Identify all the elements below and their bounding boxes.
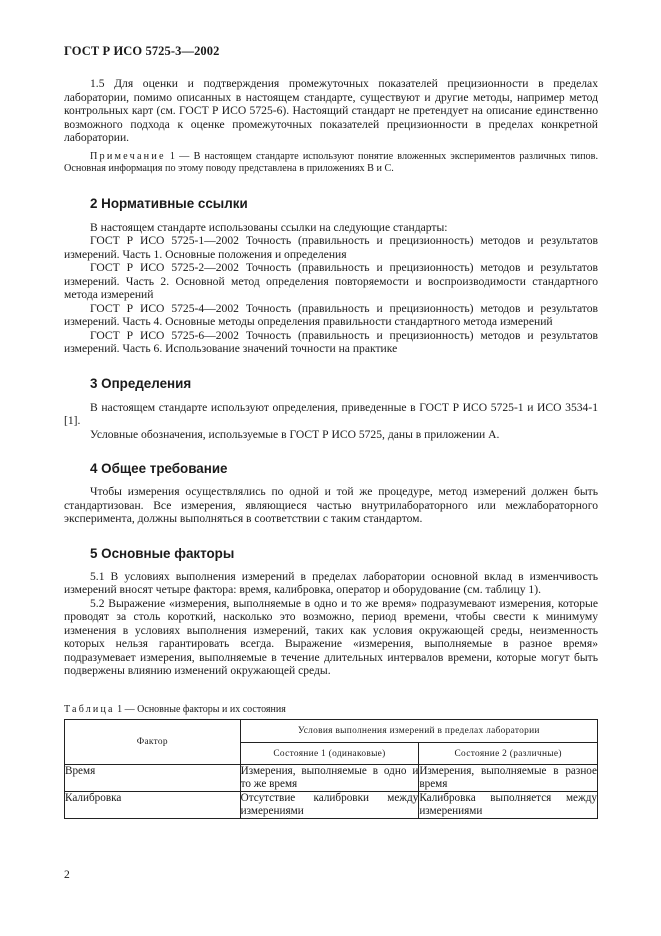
note-1 [64,151,598,175]
column-header-group: Условия выполнения измерений в пределах лаборатории [240,720,597,743]
section-2-intro: В настоящем стандарте использованы ссылки на следующие стандарты: [90,220,448,234]
table-row [65,765,598,792]
table-row [65,792,598,819]
section-2-heading: 2 Нормативные ссылки [90,195,248,211]
factor-cell: Калибровка [65,792,241,819]
state-2-cell: Измерения, выполняемые в разное время [419,765,597,790]
reference-item: ГОСТ Р ИСО 5725-2—2002 Точность (правильность и прецизионность) методов и результатов измерений. Часть 2. Основной метод определения повторяемости и воспроизводимости стандартного метода измерений [64,261,598,301]
section-4-heading: 4 Общее требование [90,461,228,476]
section-4-paragraph: Чтобы измерения осуществлялись по одной и той же процедуре, метод измерений должен быть стандартизован. Все измерения, являющиеся частью внутрилабораторного или межлабораторного эксперимента, должны выполняться в соответствии с таким стандартом. [64,485,598,525]
document-header: ГОСТ Р ИСО 5725-3—2002 [64,44,220,58]
reference-item: ГОСТ Р ИСО 5725-6—2002 Точность (правильность и прецизионность) методов и результатов измерений. Часть 6. Использование значений точности на практике [64,328,598,355]
factor-cell: Время [65,765,241,792]
column-header-factor: Фактор [65,720,241,765]
paragraph-1-5: 1.5 Для оценки и подтверждения промежуточных показателей прецизионности в пределах лаборатории, помимо описанных в настоящем стандарте, существуют и другие методы, например метод контрольных карт (см. ГОСТ Р ИСО 5725-6). Настоящий стандарт не претендует на описание единственно возможного подхода к оценке промежуточных показателей прецизионности в пределах конкретной лаборатории. [64,77,598,144]
paragraph-5-1: 5.1 В условиях выполнения измерений в пределах лаборатории основной вклад в изменчивость измерений вносят четыре фактора: время, калибровка, оператор и оборудование (см. таблицу 1). [64,569,598,596]
page-number: 2 [64,868,70,881]
table-caption-label: Таблица [64,704,115,715]
column-header-state-1: Состояние 1 (одинаковые) [240,743,419,765]
reference-item: ГОСТ Р ИСО 5725-1—2002 Точность (правильность и прецизионность) методов и результатов измерений. Часть 1. Основные положения и определения [64,234,598,261]
state-2-cell: Калибровка выполняется между измерениями [419,792,597,817]
table-caption-text: 1 — Основные факторы и их состояния [114,704,286,715]
document-body [64,77,598,678]
section-5-heading: 5 Основные факторы [90,545,235,561]
table-1-caption [64,704,286,716]
factors-table [64,719,598,819]
note-label: Примечание [90,150,166,162]
state-1-cell: Отсутствие калибровки между измерениями [240,792,419,817]
reference-item: ГОСТ Р ИСО 5725-4—2002 Точность (правильность и прецизионность) методов и результатов измерений. Часть 4. Основные методы определения правильности стандартного метода измерений [64,301,598,328]
paragraph-5-2: 5.2 Выражение «измерения, выполняемые в одно и то же время» подразумевают измерения, которые проводят за столь короткий, насколько это возможно, период времени, чтобы свести к минимуму изменения в условиях выполнения измерений, таких как условия окружающей среды, неизменность которых нельзя гарантировать всегда. Выражение «измерения, выполняемые в разное время» подразумевает измерения, выполняемые в течение длительных интервалов времени, которые могут быть подвержены влиянию изменений окружающей среды. [64,596,598,677]
section-3-paragraph: В настоящем стандарте используют определения, приведенные в ГОСТ Р ИСО 5725-1 и ИСО 3534-1 [1]. [64,400,598,427]
state-1-cell: Измерения, выполняемые в одно и то же время [240,765,419,790]
section-3-heading: 3 Определения [90,375,192,391]
note-text: 1 — В настоящем стандарте используют понятие вложенных экспериментов различных типов. Основная информация по этому поводу представлена в приложениях В и С. [64,150,598,174]
section-3-paragraph: Условные обозначения, используемые в ГОСТ Р ИСО 5725, даны в приложении А. [90,427,500,441]
column-header-state-2: Состояние 2 (различные) [419,743,598,765]
